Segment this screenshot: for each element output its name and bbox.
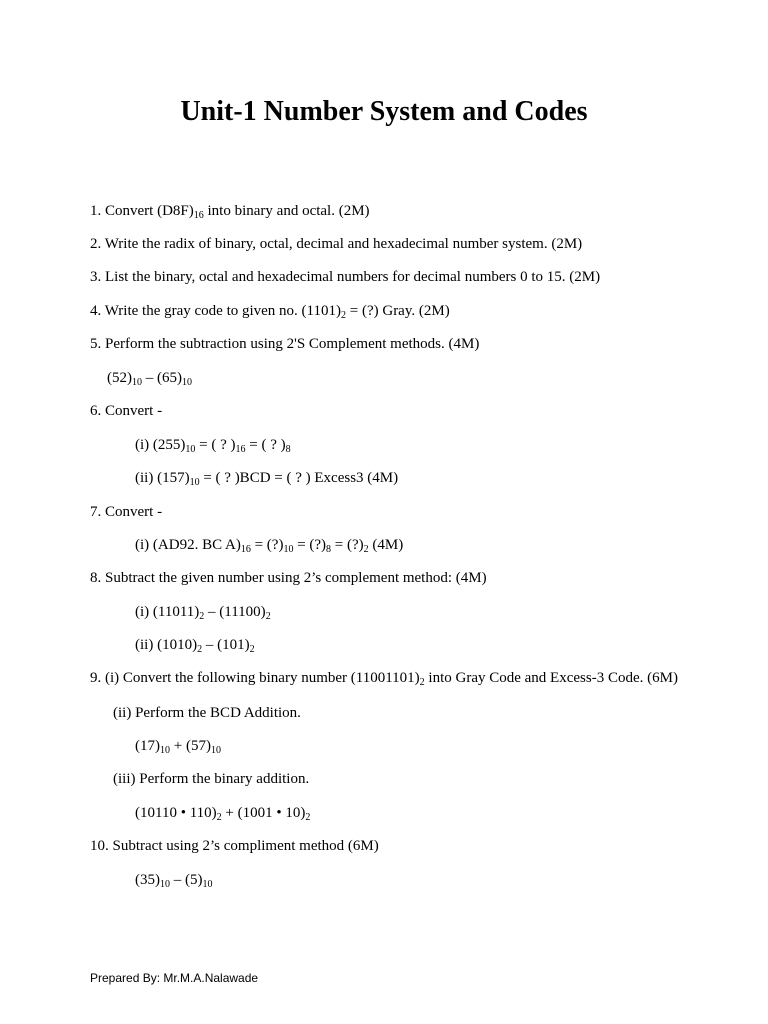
question-1 [90,201,370,221]
text-run: 5. Perform the subtraction using 2'S Complement methods. (4M) [90,336,480,352]
question-6-part-ii [135,468,398,488]
subscript-base: 2 [199,611,205,622]
question-7 [90,502,162,522]
question-6-part-i [135,435,291,455]
subscript-base: 2 [341,310,346,321]
text-run: 4. Write the gray code to given no. (1101) [90,303,341,319]
subscript-base: 2 [197,644,203,655]
text-run: 6. Convert - [90,403,163,419]
text-run: = (?) [250,537,284,553]
subscript-base: 10 [182,377,192,388]
question-7-part-i [135,535,403,555]
subscript-base: 2 [249,644,255,655]
question-8-part-i [135,602,271,622]
subscript-base: 10 [185,444,196,455]
subscript-base: 2 [305,812,311,823]
subscript-base: 16 [235,444,246,455]
text-run: (4M) [368,537,404,553]
subscript-base: 10 [132,377,142,388]
text-run: (i) (11011) [135,604,200,620]
question-4 [90,301,450,321]
question-6 [90,401,162,421]
subscript-base: 2 [216,812,222,823]
text-run: + (1001 • 10) [221,805,306,821]
subscript-base: 10 [160,745,170,756]
text-run: (ii) Perform the BCD Addition. [113,705,301,721]
question-10-expression [135,870,213,890]
text-run: into binary and octal. (2M) [203,203,370,219]
question-5 [90,334,479,354]
subscript-base: 16 [240,544,251,555]
text-run: (10110 • 110) [135,805,217,821]
text-run: = (?) Gray. (2M) [346,303,450,319]
question-9 [90,668,678,688]
page-title: Unit-1 Number System and Codes [180,96,588,127]
text-run: = ( ? ) [195,437,236,453]
text-run: = (?) [293,537,327,553]
subscript-base: 10 [202,879,213,890]
text-run: (ii) (157) [135,470,190,486]
text-run: + (57) [170,738,211,754]
text-run: = (?) [331,537,364,553]
question-5-expression [107,368,192,388]
text-run: 8. Subtract the given number using 2’s complement method: (4M) [90,570,487,586]
text-run: 9. (i) Convert the following binary number (11001101) [90,670,420,686]
text-run: 1. Convert (D8F) [90,203,194,219]
question-9-part-ii [113,703,301,723]
footer-prepared-by: Prepared By: Mr.M.A.Nalawade [90,971,259,985]
text-run: (52) [107,370,132,386]
question-8-part-ii [135,635,255,655]
text-run: 10. Subtract using 2’s compliment method (6M) [90,838,379,854]
text-run: = ( ? )BCD = ( ? ) Excess3 (4M) [199,470,399,486]
text-run: into Gray Code and Excess-3 Code. (6M) [424,670,678,686]
question-8 [90,568,487,588]
text-run: (35) [135,872,160,888]
subscript-base: 10 [160,879,170,890]
subscript-base: 10 [283,544,294,555]
subscript-base: 8 [326,544,332,555]
question-9-part-ii-expression [135,736,221,756]
subscript-base: 2 [363,544,369,555]
text-run: – (65) [142,370,182,386]
text-run: (17) [135,738,160,754]
question-2 [90,234,582,254]
subscript-base: 8 [285,444,291,455]
question-9-part-iii-expression [135,803,310,823]
text-run: = ( ? ) [245,437,286,453]
text-run: – (101) [202,637,250,653]
text-run: 3. List the binary, octal and hexadecimal numbers for decimal numbers 0 to 15. (2M) [90,269,601,285]
subscript-base: 10 [189,477,200,488]
text-run: (i) (255) [135,437,186,453]
question-10 [90,836,379,856]
subscript-base: 2 [419,677,425,688]
text-run: 2. Write the radix of binary, octal, decimal and hexadecimal number system. (2M) [90,236,583,252]
text-run: – (5) [170,872,203,888]
subscript-base: 2 [265,611,271,622]
subscript-base: 10 [210,745,221,756]
text-run: (iii) Perform the binary addition. [113,771,310,787]
question-3 [90,267,600,287]
text-run: (ii) (1010) [135,637,198,653]
subscript-base: 16 [193,210,204,221]
text-run: – (11100) [204,604,266,620]
question-9-part-iii [113,769,309,789]
text-run: (i) (AD92. BC A) [135,537,241,553]
text-run: 7. Convert - [90,504,163,520]
